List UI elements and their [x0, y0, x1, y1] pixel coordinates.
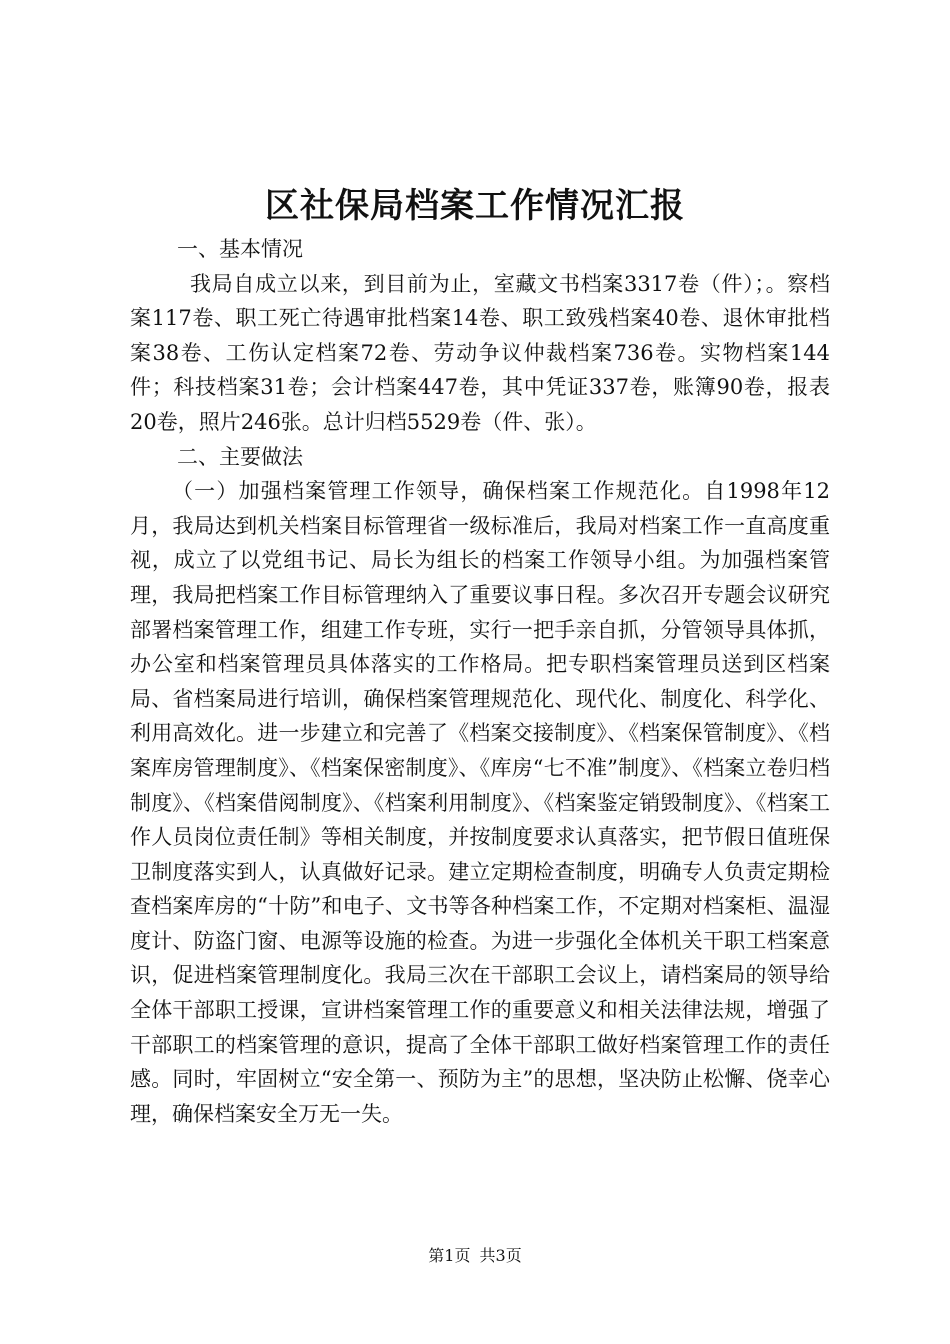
document-title: 区社保局档案工作情况汇报 — [265, 186, 685, 226]
page-footer: 第1页 共3页 — [428, 1246, 522, 1265]
section-heading-basic: 一、基本情况 — [177, 237, 303, 261]
document-body — [130, 232, 830, 1131]
paragraph-basic-info: 我局自成立以来，到目前为止，室藏文书档案3317卷（件）；。察档案117卷、职工死亡待遇审批档案14卷、职工致残档案40卷、退休审批档案38卷、工伤认定档案72卷、劳动争议仲裁档案736卷。实物档案144件；科技档案31卷；会计档案447卷，其中凭证337卷，账簿90卷，报表20卷，照片246张。总计归档5529卷（件、张）。 — [130, 271, 830, 434]
paragraph-leadership: （一）加强档案管理工作领导，确保档案工作规范化。自1998年12月，我局达到机关档案目标管理省一级标准后，我局对档案工作一直高度重视，成立了以党组书记、局长为组长的档案工作领导小组。为加强档案管理，我局把档案工作目标管理纳入了重要议事日程。多次召开专题会议研究部署档案管理工作，组建工作专班，实行一把手亲自抓，分管领导具体抓，办公室和档案管理员具体落实的工作格局。把专职档案管理员送到区档案局、省档案局进行培训，确保档案管理规范化、现代化、制度化、科学化、利用高效化。进一步建立和完善了《档案交接制度》、《档案保管制度》、《档案库房管理制度》、《档案保密制度》、《库房“七不准”制度》、《档案立卷归档制度》、《档案借阅制度》、《档案利用制度》、《档案鉴定销毁制度》、《档案工作人员岗位责任制》等相关制度，并按制度要求认真落实，把节假日值班保卫制度落实到人，认真做好记录。建立定期检查制度，明确专人负责定期检查档案库房的“十防”和电子、文书等各种档案工作，不定期对档案柜、温湿度计、防盗门窗、电源等设施的检查。为进一步强化全体机关干职工档案意识，促进档案管理制度化。我局三次在干部职工会议上，请档案局的领导给全体干部职工授课，宣讲档案管理工作的重要意义和相关法律法规，增强了干部职工的档案管理的意识，提高了全体干部职工做好档案管理工作的责任感。同时，牢固树立“安全第一、预防为主”的思想，坚决防止松懈、侥幸心理，确保档案安全万无一失。 — [130, 479, 830, 1126]
section-heading-practices: 二、主要做法 — [177, 444, 303, 469]
